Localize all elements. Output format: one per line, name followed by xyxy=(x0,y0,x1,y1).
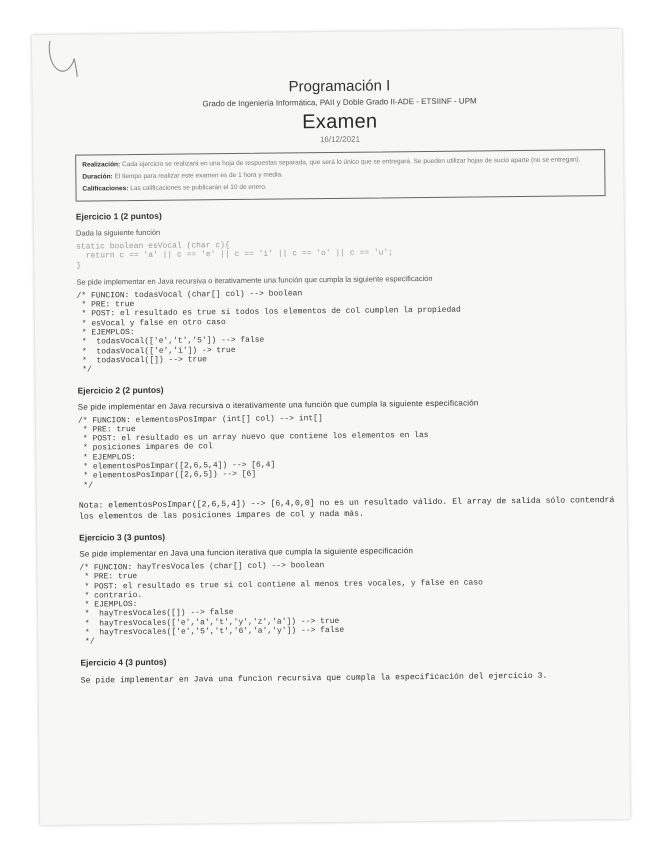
realizacion-label: Realización: xyxy=(82,161,121,169)
exercise-1-code: static boolean esVocal (char c){ return c == 'a' || c == 'e' || c == 'i' || c == 'o' || c == 'u'; } xyxy=(76,241,394,271)
exercise-3-statement: Se pide implementar en Java una funcion iterativa que cumpla la siguiente especificación xyxy=(79,546,414,559)
course-title: Programación I xyxy=(288,77,391,96)
exercise-4-title: Ejercicio 4 (3 puntos) xyxy=(80,656,167,668)
exercise-3-spec: /* FUNCION: hayTresVocales (char[] col) --> boolean * PRE: true * POST: el resultado es true si col contiene al menos tres vocales, y false en caso * contrario. * EJEMPLOS: * hayTresVocales([]) --> false * hayTresVocales(['e','a','t','y','z','a']) --> true * hayTresVocales(['e','5','t','6','a','y']) --> false */ xyxy=(79,561,483,647)
calificaciones-row xyxy=(82,179,598,193)
exercise-2-title: Ejercicio 2 (2 puntos) xyxy=(77,384,164,396)
exam-content xyxy=(74,75,615,686)
calificaciones-label: Calificaciones: xyxy=(82,185,129,193)
calificaciones-text: Las calificaciones se publicarán el 10 de enero. xyxy=(130,183,267,193)
realizacion-text: Cada ejercicio se realizará en una hoja de respuestas separada, que será lo único que se entregará. Se pueden utilizar hojas de sucio aparte (no se entregan). xyxy=(121,156,581,169)
exercise-2-spec: /* FUNCION: elementosPosImpar (int[] col) --> int[] * PRE: true * POST: el resultado es un array nuevo que contiene los elementos en las * posiciones impares de col * EJEMPLOS: * elementosPosImpar([2,6,5,4]) --> [6,4] * elementosPosImpar([2,6,5]) --> [6] */ xyxy=(77,413,429,491)
instructions-box xyxy=(75,149,605,202)
exercise-1-spec: /* FUNCION: todasVocal (char[] col) --> boolean * PRE: true * POST: el resultado es true si todos los elementos de col cumplen la propiedad * esVocal y false en otro caso * EJEMPLOS: * todasVocal(['e','t','5']) --> false * todasVocal(['e','i']) -> true * todasVocal([]) --> true */ xyxy=(76,289,461,375)
exam-sheet xyxy=(32,29,630,825)
exercise-3-title: Ejercicio 3 (3 puntos) xyxy=(79,531,166,543)
degree-subtitle: Grado de Ingeniería Informática, PAII y Doble Grado II-ADE - ETSIINF - UPM xyxy=(202,96,477,109)
pen-mark-icon xyxy=(44,37,84,81)
exercise-2-note: Nota: elementosPosImpar([2,6,5,4]) --> [6,4,0,0] no es un resultado válido. El array de salida sólo contendrá los elementos de las posiciones impares de col y nada más. xyxy=(78,495,615,522)
exercise-1-title: Ejercicio 1 (2 puntos) xyxy=(75,210,162,222)
exercise-1-intro: Dada la siguiente función xyxy=(75,227,161,238)
exercise-1-statement: Se pide implementar en Java recursiva o iterativamente una función que cumpla la siguiente especificación xyxy=(76,273,433,287)
exam-title: Examen xyxy=(302,110,378,134)
exercise-4-statement: Se pide implementar en Java una funcion recursiva que cumpla la especificación del ejercicio 3. xyxy=(80,671,548,686)
exercise-2-statement: Se pide implementar en Java recursiva o iterativamente una función que cumpla la siguiente especificación xyxy=(77,398,479,412)
duracion-text: El tiempo para realizar este examen es de 1 hora y media. xyxy=(114,171,283,181)
duracion-label: Duración: xyxy=(82,173,113,181)
exam-date: 16/12/2021 xyxy=(319,134,361,145)
